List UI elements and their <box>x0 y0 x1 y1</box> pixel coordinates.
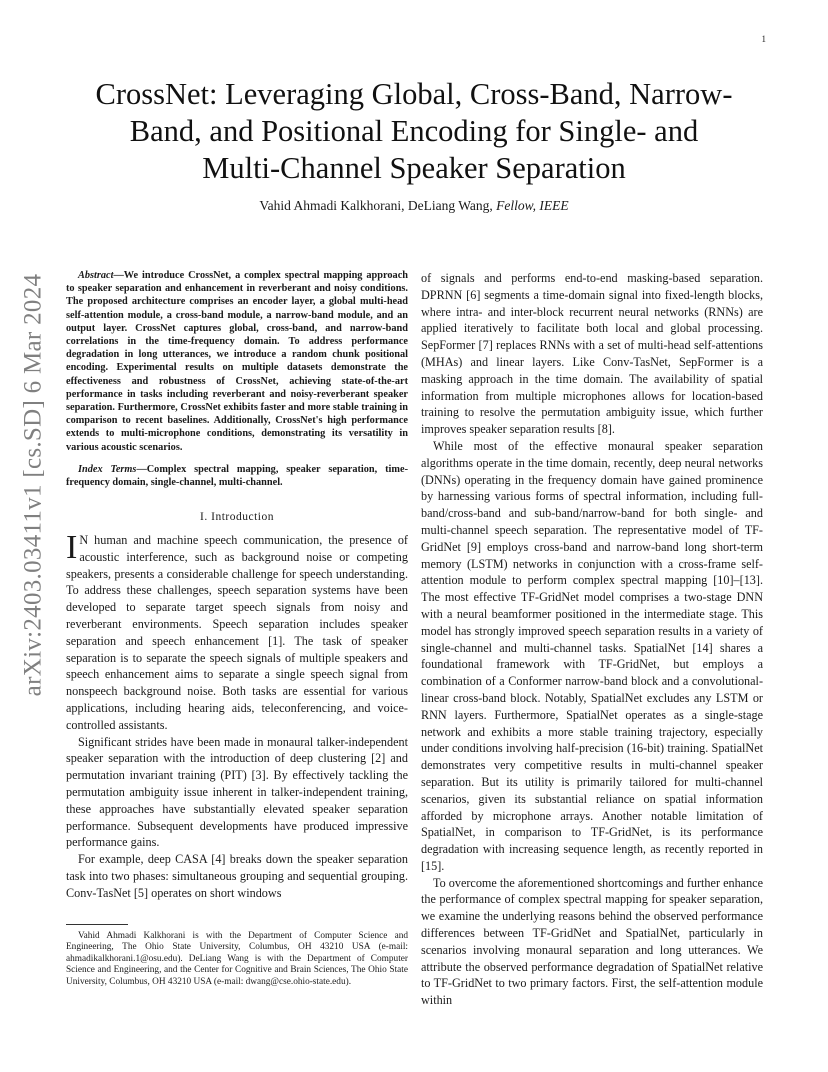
first-word-rest: N <box>79 533 89 548</box>
arxiv-identifier-stamp <box>8 273 58 697</box>
abstract-text: —We introduce CrossNet, a complex spectral mapping approach to speaker separation and enhancement in reverberant and noisy conditions. The proposed architecture comprises an encoder layer, a global multi-head self-attention module, a cross-band module, a narrow-band module, and an output layer. CrossNet captures global, cross-band, and narrow-band correlations in the time-frequency domain. To address performance degradation in long utterances, we introduce a random chunk positional encoding. Experimental results on multiple datasets demonstrate the effectiveness and robustness of CrossNet, achieving state-of-the-art performance in tasks including reverberant and noisy-reverberant speaker separation. Furthermore, CrossNet exhibits faster and more stable training in comparison to recent baselines. Additionally, CrossNet's high performance extends to multi-microphone conditions, demonstrating its versatility in various acoustic scenarios. <box>66 270 408 453</box>
abstract-lead: Abstract <box>78 270 114 281</box>
index-terms <box>66 463 408 489</box>
left-column <box>66 269 408 989</box>
paper-title: CrossNet: Leveraging Global, Cross-Band, Narrow-Band, and Positional Encoding for Single- and Multi-Channel Speaker Separation <box>95 77 733 185</box>
author-line <box>90 198 738 214</box>
footnote-rule <box>66 924 128 925</box>
intro-paragraph-1 <box>66 529 408 734</box>
intro-paragraph-2: Significant strides have been made in monaural talker-independent speaker separation with the introduction of deep clustering [2] and permutation invariant training (PIT) [3]. By effectively tackling the permutation ambiguity issue inherent in talker-independent training, these approaches have substantially elevated speaker separation performance. Subsequent developments have produced impressive performance gains. <box>66 734 408 850</box>
author-names: Vahid Ahmadi Kalkhorani, DeLiang Wang, <box>259 198 493 213</box>
abstract <box>66 269 408 454</box>
intro-paragraph-1-text: human and machine speech communication, the presence of acoustic interference, such as background noise or competing speakers, presents a considerable challenge for speech understanding. To address these challenges, speech separation systems have been developed to separate target speech signals from noisy and reverberant environments. Speech separation includes speaker separation and speech enhancement [1]. The task of speaker separation is to separate the speech signals of multiple speakers and speech enhancement aims to separate a single speech signal from nonspeech background noise. Both tasks are essential for various applications, including hearing aids, teleconferencing, and voice-controlled assistants. <box>66 533 408 732</box>
intro-paragraph-3: For example, deep CASA [4] breaks down the speaker separation task into two phases: simultaneous grouping and sequential grouping. Conv-TasNet [5] operates on short windows <box>66 852 408 900</box>
index-terms-text: —Complex spectral mapping, speaker separation, time-frequency domain, single-channel, multi-channel. <box>66 463 408 489</box>
section-heading-introduction: I. Introduction <box>200 511 274 524</box>
arxiv-identifier-text: arXiv:2403.03411v1 [cs.SD] 6 Mar 2024 <box>19 273 46 697</box>
page-number: 1 <box>761 34 766 44</box>
right-paragraph-2: While most of the effective monaural speaker separation algorithms operate in the time domain, recently, deep neural networks (DNNs) operating in the frequency domain have gained prominence by harnessing various forms of spectral information, including full-band/cross-band and sub-band/narrow-band for both single- and multi-channel speech separation. The representative model of TF-GridNet [9] employs cross-band and narrow-band long short-term memory (LSTM) networks in conjunction with a cross-frame self-attention module to perform complex spectral mapping [10]–[13]. The most effective TF-GridNet model comprises a two-stage DNN with a neural beamformer positioned in the intermediate stage. This model has strongly improved speech separation results in a variety of single-channel and multi-channel tasks. SpatialNet [14] shares a foundational framework with TF-GridNet, but employs a combination of a Conformer narrow-band block and a convolutional-linear cross-band block. Notably, SpatialNet excludes any LSTM or RNN layers. Furthermore, SpatialNet operates as a single-stage network and exhibits a more stable training trajectory, especially under conditions involving half-precision (16-bit) training. SpatialNet demonstrates very competitive results in multi-channel speaker separation. But its utility is primarily tailored for multi-channel scenarios, given its substantial reliance on spatial information afforded by microphone arrays. Another notable limitation of SpatialNet, in comparison to TF-GridNet, is its performance degradation with increasing sequence length, as recently reported in [15]. <box>421 438 763 873</box>
author-affiliation-footnote: Vahid Ahmadi Kalkhorani is with the Department of Computer Science and Engineering, The Ohio State University, Columbus, OH 43210 USA (e-mail: ahmadikalkhorani.1@osu.edu). DeLiang Wang is with the Department of Computer Science and Engineering, and the Center for Cognitive and Brain Sciences, The Ohio State University, Columbus, OH 43210 USA (e-mail: dwang@cse.ohio-state.edu). <box>66 930 408 987</box>
right-column <box>421 270 763 1009</box>
drop-cap: I <box>66 529 78 567</box>
author-fellow-title: Fellow, IEEE <box>496 198 569 213</box>
right-paragraph-1: of signals and performs end-to-end masking-based separation. DPRNN [6] segments a time-domain signal into fixed-length blocks, where intra- and inter-block recurrent neural networks (RNNs) are applied iteratively to facilitate both local and global processing. SepFormer [7] replaces RNNs with a set of multi-head self-attentions (MHAs) and linear layers. Like Conv-TasNet, SepFormer is a masking approach in the time domain. The availability of spatial information from multiple microphones allows for location-based training to resolve the permutation ambiguity issue, which further improves speaker separation results [8]. <box>421 271 763 437</box>
index-terms-lead: Index Terms <box>78 463 137 475</box>
right-paragraph-3: To overcome the aforementioned shortcomings and further enhance the performance of complex spectral mapping for speaker separation, we examine the underlying reasons behind the observed performance differences between TF-GridNet and SpatialNet, particularly in scenarios involving monaural separation and long utterances. We attribute the observed performance degradation of SpatialNet relative to TF-GridNet to two primary factors. First, the self-attention module within <box>421 875 763 1008</box>
